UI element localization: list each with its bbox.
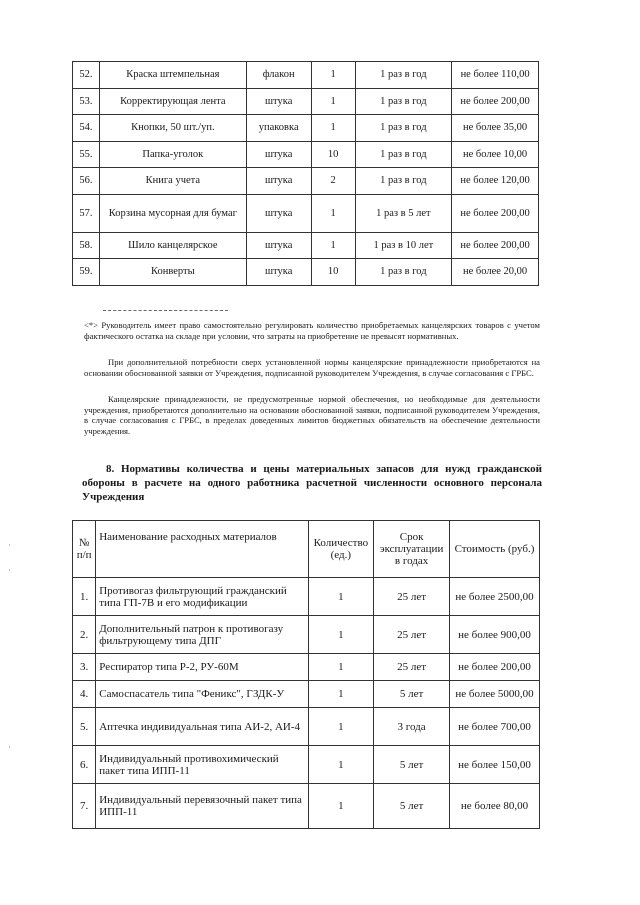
item-unit: штука <box>246 232 311 259</box>
header-period: Срок эксплуатации в годах <box>374 521 450 578</box>
table-row <box>73 115 539 142</box>
section-8-heading <box>82 462 542 504</box>
table-row <box>73 168 539 195</box>
item-name: Шило канцелярское <box>99 232 246 259</box>
item-qty: 1 <box>311 62 355 89</box>
item-name: Респиратор типа Р-2, РУ-60М <box>96 654 308 681</box>
row-number: 53. <box>73 88 100 115</box>
item-unit: штука <box>246 259 311 286</box>
item-price: не более 120,00 <box>452 168 539 195</box>
row-number: 59. <box>73 259 100 286</box>
margin-mark: · <box>8 540 11 550</box>
item-name: Книга учета <box>99 168 246 195</box>
item-name: Аптечка индивидуальная типа АИ-2, АИ-4 <box>96 708 308 746</box>
footnote-separator <box>103 310 228 311</box>
item-qty: 10 <box>311 141 355 168</box>
item-price: не более 150,00 <box>450 746 540 784</box>
header-price: Стоимость (руб.) <box>450 521 540 578</box>
item-price: не более 10,00 <box>452 141 539 168</box>
item-qty: 1 <box>311 115 355 142</box>
table-row <box>73 784 540 829</box>
table-row <box>73 88 539 115</box>
item-period: 1 раз в год <box>355 141 452 168</box>
item-unit: штука <box>246 141 311 168</box>
item-qty: 1 <box>308 746 374 784</box>
item-unit: штука <box>246 194 311 232</box>
row-number: 57. <box>73 194 100 232</box>
margin-mark: · <box>8 565 11 575</box>
header-name: Наименование расходных материалов <box>96 521 308 578</box>
item-qty: 1 <box>308 708 374 746</box>
item-period: 1 раз в 10 лет <box>355 232 452 259</box>
row-number: 56. <box>73 168 100 195</box>
item-unit: упаковка <box>246 115 311 142</box>
item-price: не более 20,00 <box>452 259 539 286</box>
item-period: 25 лет <box>374 578 450 616</box>
item-qty: 2 <box>311 168 355 195</box>
item-price: не более 5000,00 <box>450 681 540 708</box>
row-number: 1. <box>73 578 96 616</box>
row-number: 2. <box>73 616 96 654</box>
item-qty: 1 <box>308 681 374 708</box>
item-price: не более 35,00 <box>452 115 539 142</box>
item-period: 1 раз в год <box>355 62 452 89</box>
row-number: 54. <box>73 115 100 142</box>
item-unit: флакон <box>246 62 311 89</box>
item-period: 1 раз в год <box>355 115 452 142</box>
row-number: 3. <box>73 654 96 681</box>
item-unit: штука <box>246 168 311 195</box>
table-row <box>73 62 539 89</box>
item-price: не более 200,00 <box>452 194 539 232</box>
item-price: не более 200,00 <box>452 232 539 259</box>
section-8-title: 8. Нормативы количества и цены материальных запасов для нужд гражданской обороны в расчете на одного работника расчетной численности основного персонала Учреждения <box>82 463 542 503</box>
table-row <box>73 141 539 168</box>
item-price: не более 900,00 <box>450 616 540 654</box>
item-price: не более 200,00 <box>452 88 539 115</box>
table-row <box>73 259 539 286</box>
item-qty: 1 <box>311 232 355 259</box>
item-name: Папка-уголок <box>99 141 246 168</box>
item-period: 5 лет <box>374 784 450 829</box>
footnote-1: <*> Руководитель имеет право самостоятельно регулировать количество приобретаемых канцелярских товаров с учетом фактического остатка на складе при условии, что затраты на приобретение не превысят нормативных. <box>84 320 540 341</box>
item-price: не более 80,00 <box>450 784 540 829</box>
item-name: Индивидуальный перевязочный пакет типа ИПП-11 <box>96 784 308 829</box>
item-price: не более 200,00 <box>450 654 540 681</box>
item-period: 1 раз в год <box>355 259 452 286</box>
item-qty: 1 <box>311 194 355 232</box>
civil-defense-table <box>72 520 540 829</box>
table-row <box>73 681 540 708</box>
footnote-2: При дополнительной потребности сверх установленной нормы канцелярские принадлежности приобретаются на основании обоснованной заявки от Учреждения, подписанной руководителем Учреждения, в случае согласования с ГРБС. <box>84 357 540 378</box>
header-num: № п/п <box>73 521 96 578</box>
row-number: 5. <box>73 708 96 746</box>
item-period: 3 года <box>374 708 450 746</box>
table-row <box>73 708 540 746</box>
item-period: 1 раз в год <box>355 88 452 115</box>
supplies-table <box>72 61 539 286</box>
row-number: 7. <box>73 784 96 829</box>
table-row <box>73 194 539 232</box>
item-price: не более 700,00 <box>450 708 540 746</box>
item-name: Индивидуальный противохимический пакет типа ИПП-11 <box>96 746 308 784</box>
item-price: не более 110,00 <box>452 62 539 89</box>
row-number: 52. <box>73 62 100 89</box>
item-name: Краска штемпельная <box>99 62 246 89</box>
table-row <box>73 616 540 654</box>
item-period: 25 лет <box>374 616 450 654</box>
item-qty: 10 <box>311 259 355 286</box>
item-qty: 1 <box>308 784 374 829</box>
item-qty: 1 <box>311 88 355 115</box>
table-row <box>73 746 540 784</box>
item-qty: 1 <box>308 578 374 616</box>
item-name: Дополнительный патрон к противогазу фильтрующему типа ДПГ <box>96 616 308 654</box>
item-qty: 1 <box>308 616 374 654</box>
item-name: Конверты <box>99 259 246 286</box>
table-row <box>73 654 540 681</box>
item-period: 1 раз в 5 лет <box>355 194 452 232</box>
table-row <box>73 578 540 616</box>
row-number: 58. <box>73 232 100 259</box>
item-period: 5 лет <box>374 746 450 784</box>
item-name: Корзина мусорная для бумаг <box>99 194 246 232</box>
footnote-3: Канцелярские принадлежности, не предусмотренные нормой обеспечения, но необходимые для деятельности учреждения, приобретаются дополнительно на основании обоснованной заявки, подписанной руководителем Учреждения, в случае согласования с ГРБС, в пределах доведенных лимитов бюджетных обязательств на обеспечение деятельности учреждения. <box>84 394 540 436</box>
item-name: Противогаз фильтрующий гражданский типа ГП-7В и его модификации <box>96 578 308 616</box>
item-name: Кнопки, 50 шт./уп. <box>99 115 246 142</box>
row-number: 55. <box>73 141 100 168</box>
table-row <box>73 232 539 259</box>
header-qty: Количество (ед.) <box>308 521 374 578</box>
item-unit: штука <box>246 88 311 115</box>
item-period: 25 лет <box>374 654 450 681</box>
item-qty: 1 <box>308 654 374 681</box>
table-header-row <box>73 521 540 578</box>
item-name: Корректирующая лента <box>99 88 246 115</box>
row-number: 4. <box>73 681 96 708</box>
item-period: 5 лет <box>374 681 450 708</box>
item-period: 1 раз в год <box>355 168 452 195</box>
row-number: 6. <box>73 746 96 784</box>
item-price: не более 2500,00 <box>450 578 540 616</box>
margin-mark: · <box>8 742 11 752</box>
item-name: Самоспасатель типа "Феникс", ГЗДК-У <box>96 681 308 708</box>
